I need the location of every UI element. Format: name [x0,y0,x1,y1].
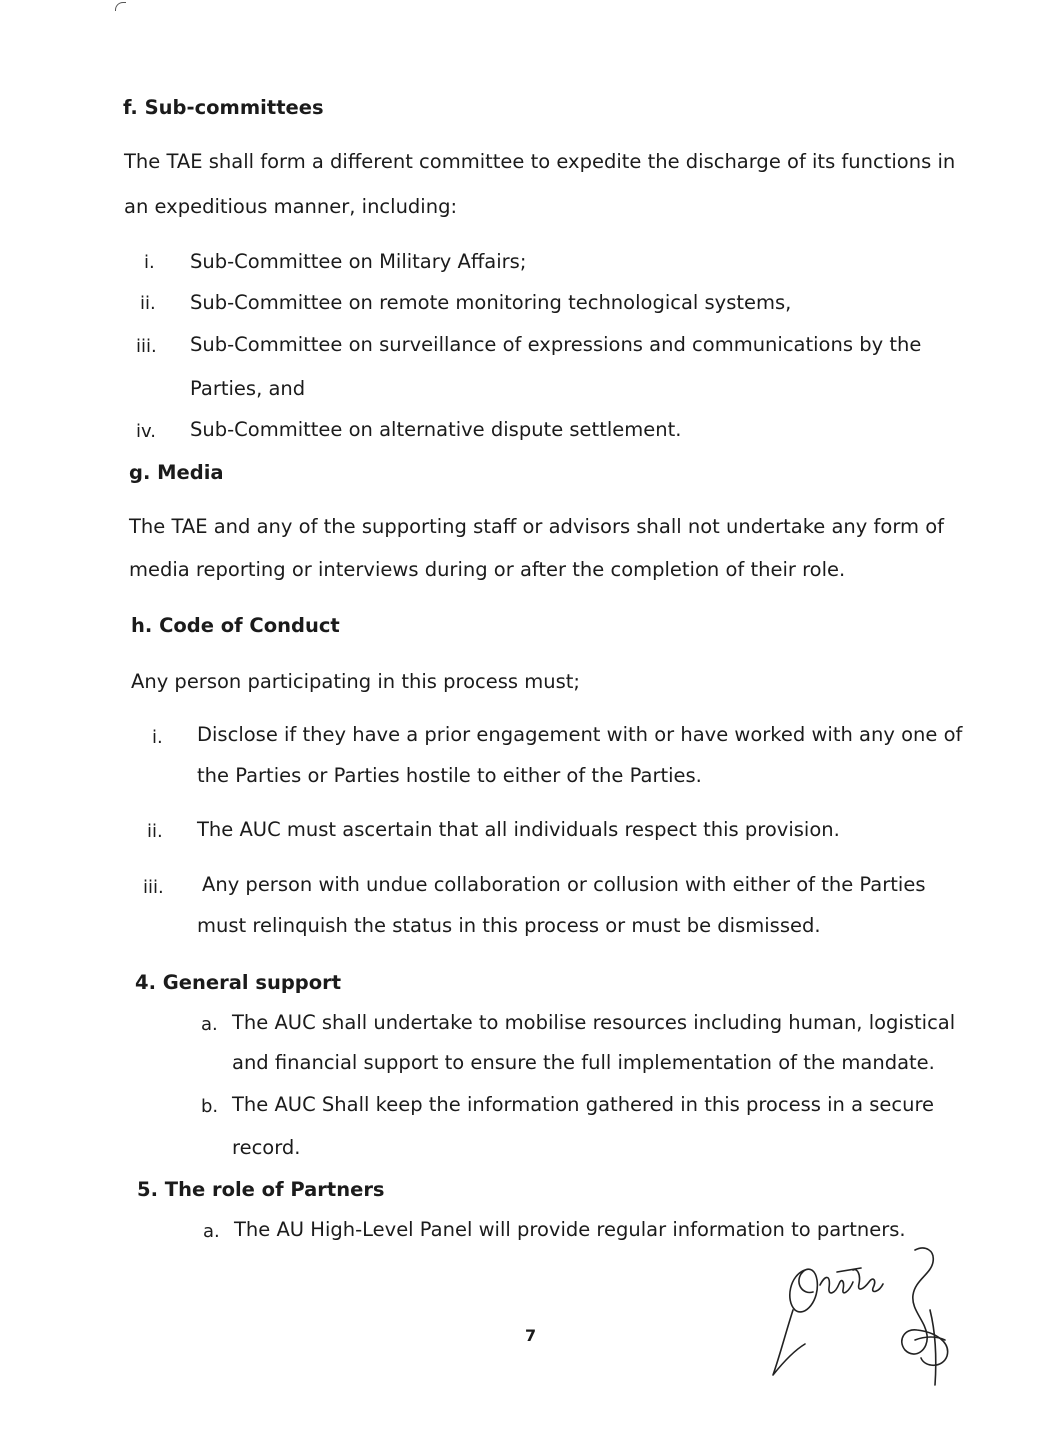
page-number: 7 [525,1326,537,1345]
list-item-text: The AUC shall undertake to mobilise resources including human, logistical [232,1011,956,1034]
sub-committees-intro-line2: an expeditious manner, including: [124,195,458,218]
media-paragraph-line1: The TAE and any of the supporting staff or advisors shall not undertake any form of [129,515,944,538]
list-item-number: i. [152,727,163,748]
list-item-number: ii. [140,293,156,314]
heading-sub-committees: f. Sub-committees [123,96,324,119]
list-item-text: The AUC must ascertain that all individuals respect this provision. [197,818,840,841]
list-item-text-continued: record. [232,1136,301,1159]
media-paragraph-line2: media reporting or interviews during or after the completion of their role. [129,558,846,581]
list-item-number: iii. [143,877,164,898]
list-item-number: a. [201,1014,218,1035]
heading-general-support: 4. General support [135,971,342,994]
list-item-number: iii. [136,336,157,357]
list-item-text: Sub-Committee on Military Affairs; [190,250,527,273]
list-item-number: a. [203,1221,220,1242]
handwritten-signatures [765,1240,985,1390]
list-item-text-continued: the Parties or Parties hostile to either of the Parties. [197,764,702,787]
list-item-text: Any person with undue collaboration or collusion with either of the Parties [202,873,926,896]
list-item-text-continued: Parties, and [190,377,306,400]
corner-mark [115,2,126,11]
list-item-text: Sub-Committee on remote monitoring technological systems, [190,291,792,314]
heading-media: g. Media [129,461,224,484]
list-item-text: The AU High-Level Panel will provide regular information to partners. [234,1218,906,1241]
list-item-number: ii. [147,821,163,842]
heading-role-of-partners: 5. The role of Partners [137,1178,385,1201]
list-item-text: Sub-Committee on surveillance of expressions and communications by the [190,333,922,356]
heading-code-of-conduct: h. Code of Conduct [131,614,340,637]
list-item-text: The AUC Shall keep the information gathered in this process in a secure [232,1093,935,1116]
list-item-number: i. [144,252,155,273]
list-item-text-continued: must relinquish the status in this process or must be dismissed. [197,914,821,937]
list-item-text-continued: and financial support to ensure the full implementation of the mandate. [232,1051,935,1074]
list-item-number: b. [201,1096,219,1117]
list-item-text: Sub-Committee on alternative dispute settlement. [190,418,682,441]
list-item-text: Disclose if they have a prior engagement with or have worked with any one of [197,723,963,746]
code-of-conduct-intro: Any person participating in this process must; [131,670,580,693]
sub-committees-intro-line1: The TAE shall form a different committee to expedite the discharge of its functions in [124,150,956,173]
list-item-number: iv. [136,421,156,442]
